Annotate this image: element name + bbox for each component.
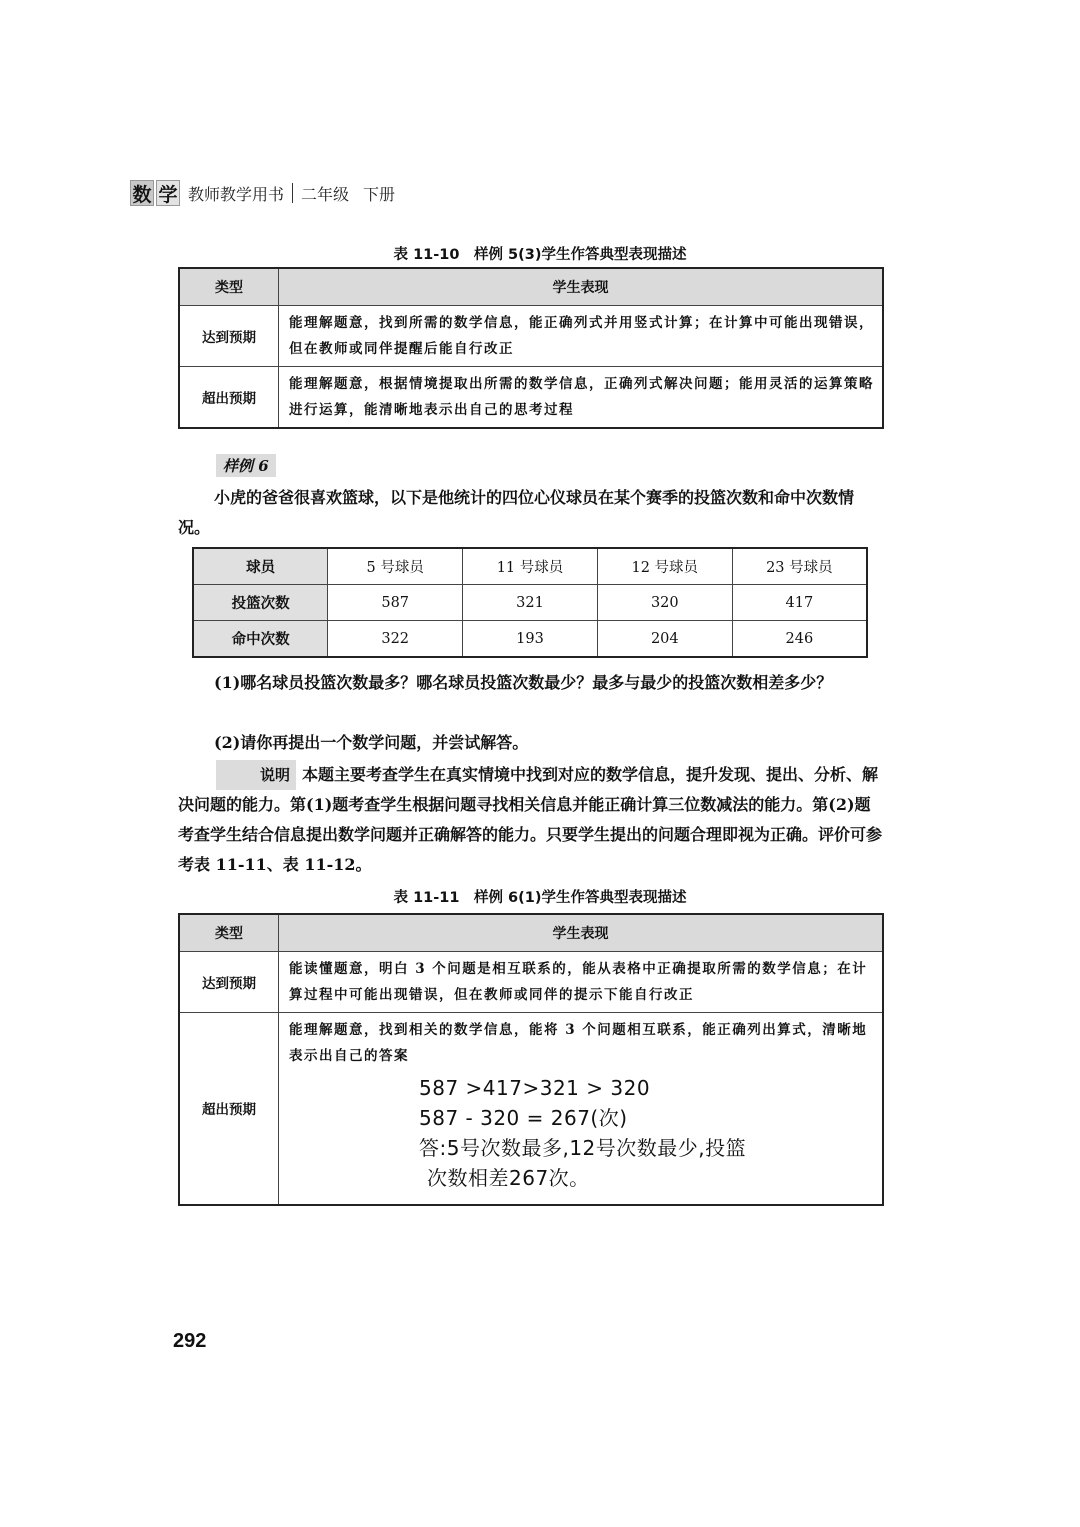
table-cell: 417	[732, 585, 867, 621]
description-text: 能理解题意，找到相关的数学信息，能将 3 个问题相互联系，能正确列出算式，清晰地表示出自己的答案	[289, 1022, 868, 1064]
running-header	[130, 178, 395, 208]
table-cell: 193	[463, 621, 598, 658]
subject-logo-char: 数	[130, 180, 154, 206]
type-cell: 超出预期	[179, 367, 279, 429]
example-tag: 样例 6	[216, 454, 276, 477]
handwritten-answer	[289, 1073, 874, 1193]
type-cell: 达到预期	[179, 952, 279, 1013]
table-row	[193, 585, 867, 621]
explanation-paragraph	[178, 760, 884, 880]
description-cell: 能读懂题意，明白 3 个问题是相互联系的，能从表格中正确提取所需的数学信息；在计算过程中可能出现错误，但在教师或同伴的提示下能自行改正	[279, 952, 884, 1013]
type-cell: 达到预期	[179, 306, 279, 367]
handwritten-line: 587 - 320 = 267(次)	[419, 1106, 628, 1130]
table-cell: 320	[597, 585, 732, 621]
header-divider	[292, 183, 293, 203]
explanation-text: 本题主要考查学生在真实情境中找到对应的数学信息，提升发现、提出、分析、解决问题的能力。第(1)题考查学生根据问题寻找相关信息并能正确计算三位数减法的能力。第(2)题考查学生结合信息提出数学问题并正确解答的能力。只要学生提出的问题合理即视为正确。评价可参考表 11-11、表 11-12。	[178, 765, 883, 874]
performance-table	[178, 913, 884, 1206]
table-row	[193, 621, 867, 658]
description-cell: 能理解题意，找到所需的数学信息，能正确列式并用竖式计算；在计算中可能出现错误，但在教师或同伴提醒后能自行改正	[279, 306, 884, 367]
player-stats-table	[192, 547, 868, 658]
column-header: 学生表现	[279, 914, 884, 952]
description-cell: 能理解题意，根据情境提取出所需的数学信息，正确列式解决问题；能用灵活的运算策略进行运算，能清晰地表示出自己的思考过程	[279, 367, 884, 429]
table-cell: 204	[597, 621, 732, 658]
table-caption: 表 11-10 样例 5(3)学生作答典型表现描述	[393, 247, 687, 263]
page-number: 292	[173, 1330, 207, 1352]
question-1: (1)哪名球员投篮次数最多？哪名球员投篮次数最少？最多与最少的投篮次数相差多少？	[214, 673, 833, 692]
table-cell: 246	[732, 621, 867, 658]
column-header: 球员	[193, 548, 328, 585]
table-caption: 表 11-11 样例 6(1)学生作答典型表现描述	[393, 890, 687, 906]
note-tag: 说明	[216, 760, 296, 790]
column-header: 11 号球员	[463, 548, 598, 585]
column-header: 5 号球员	[328, 548, 463, 585]
row-header: 投篮次数	[193, 585, 328, 621]
example-intro: 小虎的爸爸很喜欢篮球，以下是他统计的四位心仪球员在某个赛季的投篮次数和命中次数情况。	[178, 488, 855, 537]
table-cell: 587	[328, 585, 463, 621]
column-header: 类型	[179, 914, 279, 952]
handwritten-line: 次数相差267次。	[427, 1166, 590, 1190]
handwritten-line: 587 >417>321 > 320	[419, 1076, 651, 1100]
column-header: 12 号球员	[597, 548, 732, 585]
column-header: 23 号球员	[732, 548, 867, 585]
table-cell: 322	[328, 621, 463, 658]
column-header: 类型	[179, 268, 279, 306]
question-2: (2)请你再提出一个数学问题，并尝试解答。	[214, 733, 529, 752]
row-header: 命中次数	[193, 621, 328, 658]
subject-logo-char: 学	[156, 180, 180, 206]
description-cell	[279, 1013, 884, 1205]
column-header: 学生表现	[279, 268, 884, 306]
book-volume: 下册	[363, 184, 396, 204]
handwritten-line: 答:5号次数最多,12号次数最少,投篮	[419, 1136, 747, 1160]
performance-table	[178, 267, 884, 429]
type-cell: 超出预期	[179, 1013, 279, 1205]
book-title: 教师教学用书	[188, 184, 285, 204]
table-cell: 321	[463, 585, 598, 621]
book-grade: 二年级	[301, 184, 350, 204]
